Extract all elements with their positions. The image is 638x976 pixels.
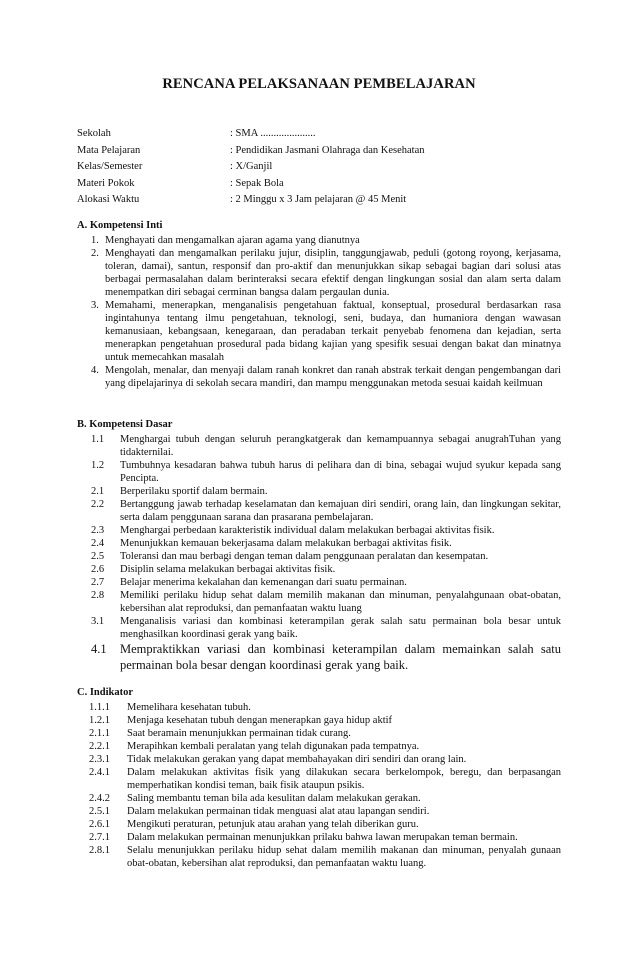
item-text: Dalam melakukan aktivitas fisik yang dilakukan secara berkelompok, beregu, dan berpasangan memperhatikan kondisi teman, baik fisik ataupun psikis.	[127, 767, 561, 791]
section-kompetensi-dasar	[77, 418, 561, 673]
item-text: Memahami, menerapkan, menganalisis pengetahuan faktual, konseptual, prosedural berdasarkan rasa ingintahunya tentang ilmu pengetahuan, teknologi, seni, budaya, dan humaniora dengan wawasan kemanusiaan, kebangsaan, kenegaraan, dan peradaban terkait penyebab fenomena dan kejadian, serta menerapkan pengetahuan prosedural pada bidang kajian yang spesifik sesuai dengan bakat dan minatnya untuk memecahkan masalah	[105, 300, 561, 363]
list-item	[77, 498, 561, 524]
info-label: Sekolah	[77, 128, 111, 139]
item-number: 4.	[91, 365, 99, 376]
item-number: 2.5.1	[89, 806, 110, 817]
info-value: : 2 Minggu x 3 Jam pelajaran @ 45 Menit	[230, 194, 407, 205]
info-value: : SMA .....................	[230, 128, 316, 139]
item-number: 2.2	[91, 499, 105, 510]
section-heading: A. Kompetensi Inti	[77, 220, 163, 231]
list-item	[77, 247, 561, 299]
list-item	[77, 485, 561, 498]
item-text: Saat beramain menunjukkan permainan tidak curang.	[127, 728, 351, 739]
info-row-materi-pokok	[77, 177, 577, 194]
item-text: Menghargai perbedaan karakteristik individual dalam melakukan berbagai aktivitas fisik.	[120, 525, 495, 536]
item-text: Menghayati dan mengamalkan ajaran agama yang dianutnya	[105, 235, 360, 246]
list-item	[77, 299, 561, 364]
item-text: Dalam melakukan permainan tidak menguasi alat atau lapangan sendiri.	[127, 806, 430, 817]
list-item	[77, 831, 561, 844]
list-item	[77, 641, 561, 673]
list-item	[77, 615, 561, 641]
info-value: : X/Ganjil	[230, 161, 273, 172]
item-text: Memiliki perilaku hidup sehat dalam memilih makanan dan minuman, penyalahgunaan obat-obatan, kebersihan alat reproduksi, dan pemanfaatan waktu luang	[120, 590, 561, 614]
section-kompetensi-inti	[77, 219, 561, 390]
item-number: 2.4.1	[89, 767, 110, 778]
info-row-mata-pelajaran	[77, 144, 577, 161]
item-number: 2.8.1	[89, 845, 110, 856]
item-number: 3.	[91, 300, 99, 311]
item-number: 2.4.2	[89, 793, 110, 804]
list-item	[77, 818, 561, 831]
item-text: Disiplin selama melakukan berbagai aktivitas fisik.	[120, 564, 336, 575]
item-text: Menghayati dan mengamalkan perilaku jujur, disiplin, tanggungjawab, peduli (gotong royong, kerjasama, toleran, damai), santun, responsif dan pro-aktif dan menunjukkan sikap sebagai bagian dari solusi atas berbagai permasalahan dalam berinteraksi secara efektif dengan lingkungan sosial dan alam serta dalam menempatkan diri sebagai cerminan bangsa dalam pergaulan dunia.	[105, 248, 561, 298]
item-number: 1.1.1	[89, 702, 110, 713]
section-indikator	[77, 686, 561, 870]
list-item	[77, 550, 561, 563]
list-item	[77, 740, 561, 753]
item-number: 2.1	[91, 486, 105, 497]
info-label: Materi Pokok	[77, 177, 135, 189]
item-number: 2.3	[91, 525, 105, 536]
item-number: 3.1	[91, 616, 105, 627]
identity-table	[77, 127, 577, 210]
item-text: Menjaga kesehatan tubuh dengan menerapkan gaya hidup aktif	[127, 715, 393, 726]
item-number: 2.3.1	[89, 754, 110, 765]
item-number: 2.4	[91, 538, 105, 549]
info-label: Alokasi Waktu	[77, 194, 140, 205]
item-text: Selalu menunjukkan perilaku hidup sehat dalam memilih makanan dan minuman, penyalah gunaan obat-obatan, kebersihan alat reproduksi, dan pemanfaatan waktu luang.	[127, 845, 561, 869]
list-item	[77, 792, 561, 805]
item-number: 2.6	[91, 564, 105, 575]
info-label: Mata Pelajaran	[77, 144, 141, 156]
item-text: Berperilaku sportif dalam bermain.	[120, 486, 268, 497]
list-item	[77, 753, 561, 766]
list-item	[77, 433, 561, 459]
document-title: RENCANA PELAKSANAAN PEMBELAJARAN	[162, 76, 476, 92]
list-item	[77, 524, 561, 537]
item-text: Menunjukkan kemauan bekerjasama dalam melakukan berbagai aktivitas fisik.	[120, 538, 452, 549]
item-number: 2.8	[91, 590, 105, 601]
item-text: Bertanggung jawab terhadap keselamatan dan kemajuan diri sendiri, orang lain, dan lingkungan sekitar, serta dalam penggunaan sarana dan prasarana pembelajaran.	[120, 499, 561, 523]
item-number: 1.	[91, 235, 99, 246]
list-item	[77, 576, 561, 589]
section-heading: C. Indikator	[77, 687, 134, 698]
section-heading: B. Kompetensi Dasar	[77, 419, 173, 430]
item-number: 1.1	[91, 434, 105, 445]
item-text: Tumbuhnya kesadaran bahwa tubuh harus di pelihara dan di bina, sebagai wujud syukur kepada sang Pencipta.	[120, 460, 561, 484]
item-text: Tidak melakukan gerakan yang dapat membahayakan diri sendiri dan orang lain.	[127, 754, 467, 765]
item-text: Saling membantu teman bila ada kesulitan dalam melakukan gerakan.	[127, 793, 421, 804]
item-text: Dalam melakukan permainan menunjukkan prilaku bahwa lawan merupakan teman bermain.	[127, 832, 518, 843]
item-number: 2.2.1	[89, 741, 110, 752]
list-item	[77, 701, 561, 714]
list-item	[77, 537, 561, 550]
item-text: Mempraktikkan variasi dan kombinasi keterampilan dalam memainkan salah satu permainan bola besar dengan koordinasi gerak yang baik.	[120, 642, 561, 672]
info-label: Kelas/Semester	[77, 161, 143, 172]
list-item	[77, 714, 561, 727]
item-text: Merapihkan kembali peralatan yang telah digunakan pada tempatnya.	[127, 741, 420, 752]
item-number: 1.2.1	[89, 715, 110, 726]
info-row-alokasi-waktu	[77, 193, 577, 210]
list-item	[77, 459, 561, 485]
item-number: 2.7	[91, 577, 105, 588]
item-number: 2.6.1	[89, 819, 110, 830]
list-item	[77, 364, 561, 390]
item-number: 4.1	[91, 642, 107, 656]
info-value: : Sepak Bola	[230, 177, 284, 189]
item-number: 2.5	[91, 551, 105, 562]
info-row-sekolah	[77, 127, 577, 144]
list-item	[77, 234, 561, 247]
info-row-kelas-semester	[77, 160, 577, 177]
item-text: Menganalisis variasi dan kombinasi keterampilan gerak salah satu permainan bola besar untuk menghasilkan koordinasi gerak yang baik.	[120, 616, 561, 640]
list-item	[77, 589, 561, 615]
item-number: 2.1.1	[89, 728, 110, 739]
info-value: : Pendidikan Jasmani Olahraga dan Kesehatan	[230, 144, 425, 156]
list-item	[77, 727, 561, 740]
list-item	[77, 805, 561, 818]
item-text: Memelihara kesehatan tubuh.	[127, 702, 251, 713]
item-text: Menghargai tubuh dengan seluruh perangkatgerak dan kemampuannya sebagai anugrahTuhan yang tidakternilai.	[120, 434, 561, 458]
item-text: Belajar menerima kekalahan dan kemenangan dari suatu permainan.	[120, 577, 407, 588]
list-item	[77, 844, 561, 870]
list-item	[77, 766, 561, 792]
item-text: Mengikuti peraturan, petunjuk atau arahan yang telah diberikan guru.	[127, 819, 419, 830]
item-number: 2.	[91, 248, 99, 259]
item-number: 1.2	[91, 460, 105, 471]
item-text: Toleransi dan mau berbagi dengan teman dalam penggunaan peralatan dan kesempatan.	[120, 551, 489, 562]
list-item	[77, 563, 561, 576]
item-text: Mengolah, menalar, dan menyaji dalam ranah konkret dan ranah abstrak terkait dengan pengembangan dari yang dipelajarinya di sekolah secara mandiri, dan mampu menggunakan metoda sesuai kaidah keilmuan	[105, 365, 561, 389]
item-number: 2.7.1	[89, 832, 110, 843]
